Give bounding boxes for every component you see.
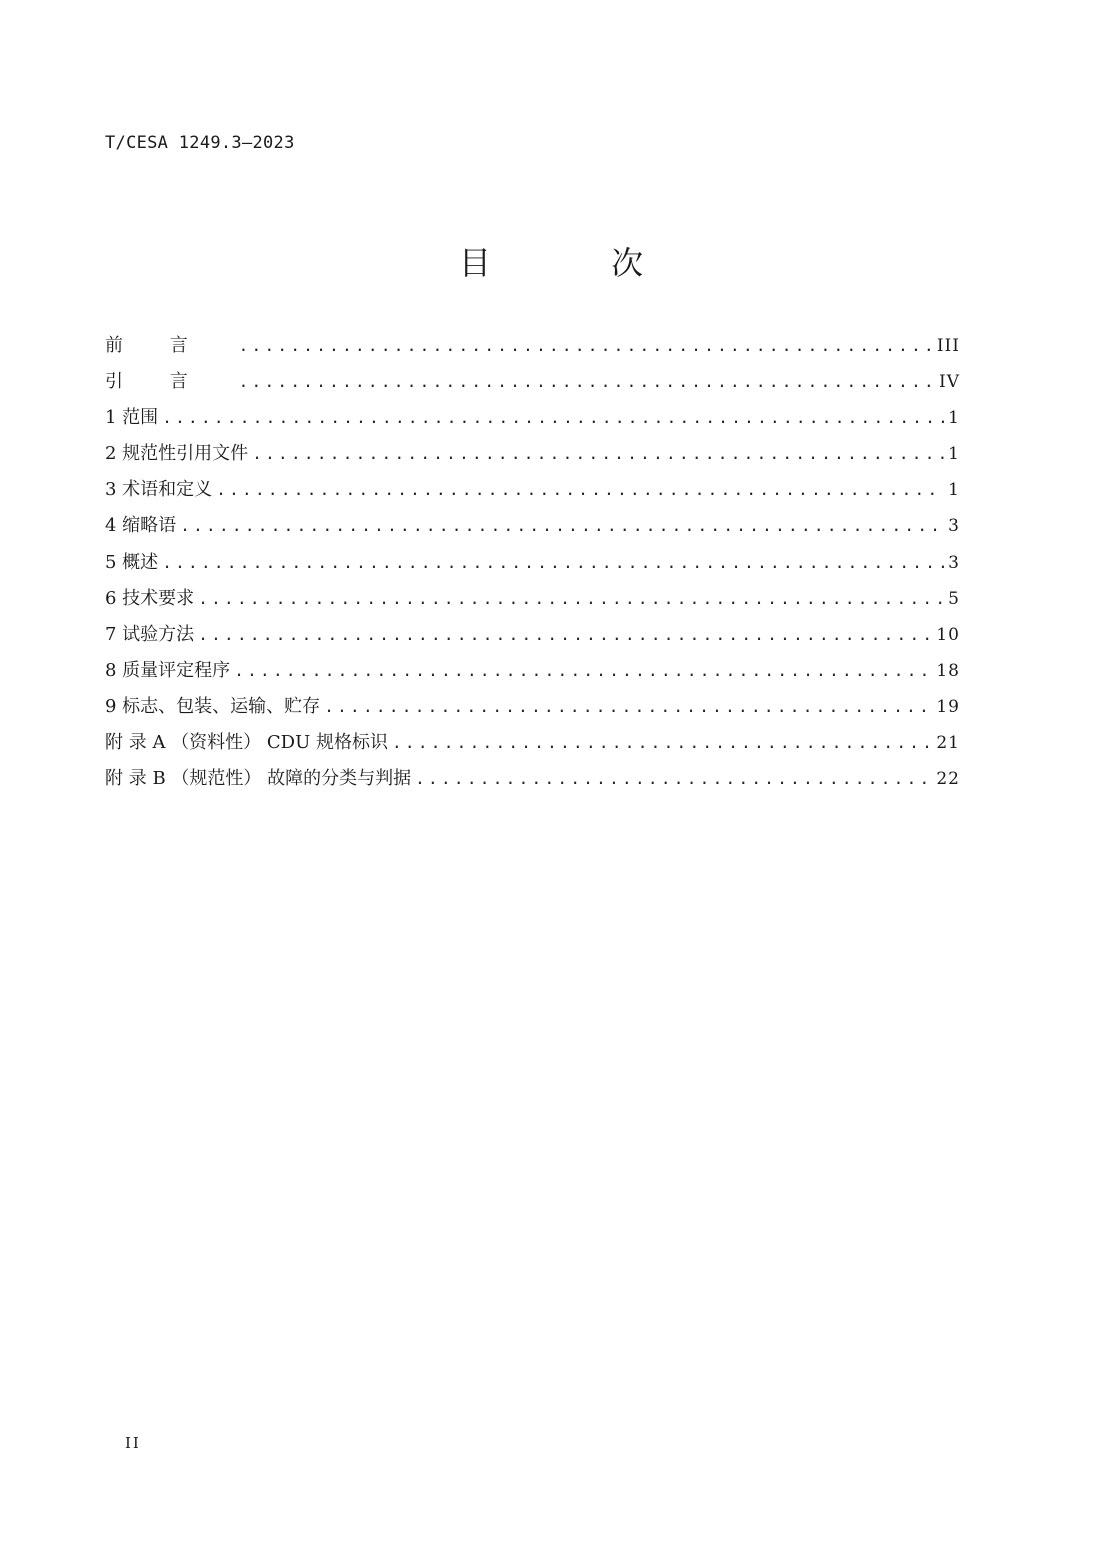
toc-dot-leader xyxy=(234,653,932,689)
toc-entry-page: 1 xyxy=(948,408,960,429)
toc-entry-page: 19 xyxy=(936,696,960,717)
toc-entry-appendix-b[interactable] xyxy=(105,761,960,797)
toc-entry-terms-definitions[interactable] xyxy=(105,472,960,508)
toc-entry-label: 前言 xyxy=(105,335,235,356)
toc-entry-foreword[interactable] xyxy=(105,328,960,364)
toc-dot-leader xyxy=(162,545,944,581)
toc-entry-label: 引言 xyxy=(105,371,235,393)
toc-entry-label: 7 试验方法 xyxy=(105,623,195,645)
toc-dot-leader xyxy=(180,508,944,544)
toc-entry-page: 5 xyxy=(948,588,960,609)
toc-entry-overview[interactable] xyxy=(105,545,960,581)
toc-entry-page: 3 xyxy=(948,516,960,537)
toc-entry-page: 3 xyxy=(948,552,960,573)
toc-entry-page: 22 xyxy=(936,769,960,790)
toc-dot-leader xyxy=(239,364,935,400)
toc-entry-label: 9 标志、包装、运输、贮存 xyxy=(105,695,321,717)
page-number: II xyxy=(125,1434,141,1452)
table-of-contents xyxy=(105,328,960,797)
toc-entry-page: 1 xyxy=(948,444,960,465)
toc-entry-page: 10 xyxy=(936,624,960,645)
toc-entry-page: 21 xyxy=(936,733,960,754)
toc-entry-label: 附 录 B （规范性） 故障的分类与判据 xyxy=(105,768,412,790)
toc-dot-leader xyxy=(324,689,932,725)
toc-dot-leader xyxy=(239,328,933,364)
toc-entry-technical-requirements[interactable] xyxy=(105,581,960,617)
toc-entry-introduction[interactable] xyxy=(105,364,960,400)
toc-dot-leader xyxy=(162,400,944,436)
toc-entry-label: 1 范围 xyxy=(105,407,159,429)
toc-entry-scope[interactable] xyxy=(105,400,960,436)
toc-entry-label: 8 质量评定程序 xyxy=(105,659,231,681)
toc-entry-normative-references[interactable] xyxy=(105,436,960,472)
document-code: T/CESA 1249.3—2023 xyxy=(105,133,295,153)
toc-entry-label: 附 录 A （资料性） CDU 规格标识 xyxy=(105,732,388,754)
toc-entry-page: 1 xyxy=(948,480,960,501)
toc-entry-label: 6 技术要求 xyxy=(105,587,195,609)
toc-entry-label: 2 规范性引用文件 xyxy=(105,443,249,465)
toc-entry-label: 3 术语和定义 xyxy=(105,479,213,501)
toc-dot-leader xyxy=(392,725,932,761)
toc-entry-abbreviations[interactable] xyxy=(105,508,960,544)
toc-dot-leader xyxy=(198,617,932,653)
toc-title: 目 次 xyxy=(458,244,699,282)
toc-entry-page: IV xyxy=(939,372,960,393)
toc-entry-page: 18 xyxy=(936,660,960,681)
toc-entry-marking-packaging[interactable] xyxy=(105,689,960,725)
toc-entry-label: 5 概述 xyxy=(105,551,159,573)
toc-entry-page: III xyxy=(936,336,960,356)
toc-entry-quality-assessment[interactable] xyxy=(105,653,960,689)
toc-dot-leader xyxy=(415,761,932,797)
toc-dot-leader xyxy=(252,436,944,472)
toc-dot-leader xyxy=(198,581,944,617)
toc-entry-test-methods[interactable] xyxy=(105,617,960,653)
toc-dot-leader xyxy=(216,472,944,508)
toc-entry-appendix-a[interactable] xyxy=(105,725,960,761)
toc-entry-label: 4 缩略语 xyxy=(105,515,177,537)
